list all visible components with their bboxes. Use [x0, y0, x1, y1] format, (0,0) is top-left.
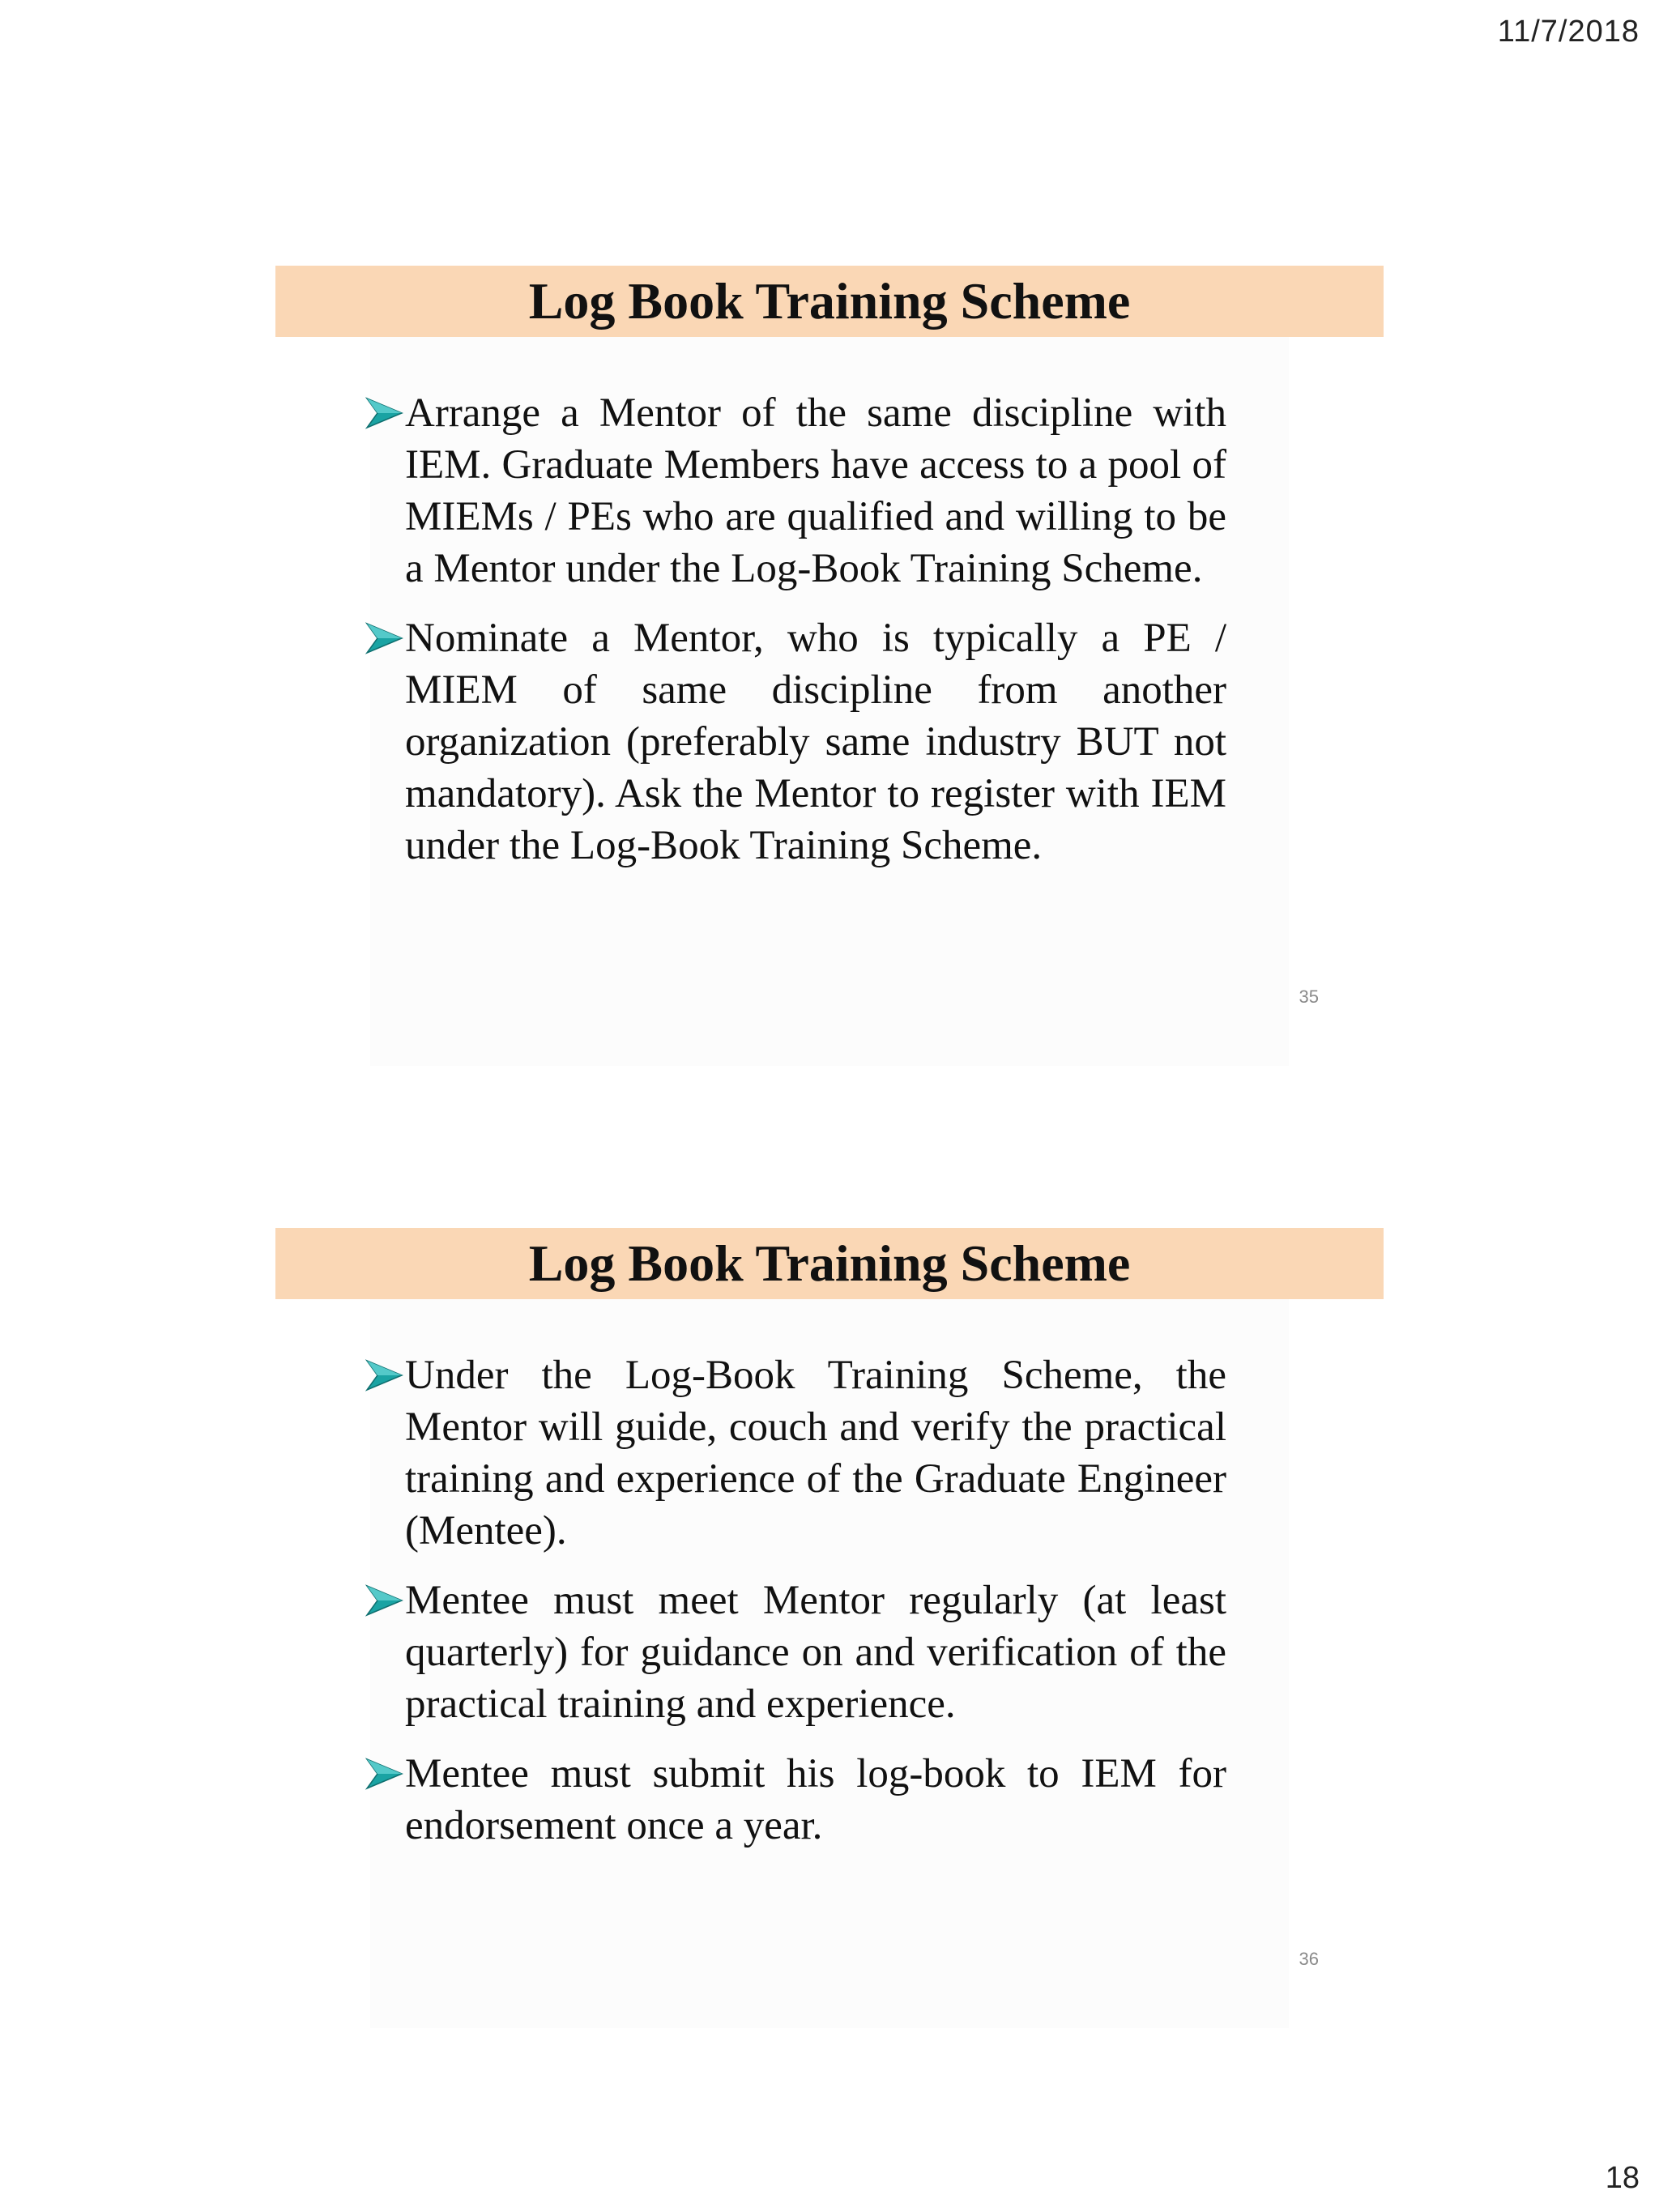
bullet-text: Nominate a Mentor, who is typically a PE / MIEM of same discipline from another organization (preferably same industry BUT not mandatory). Ask the Mentor to register with IEM under the Log-Book Training Scheme. — [405, 616, 1226, 868]
arrow-bullet-icon — [365, 620, 405, 656]
slide-35 — [275, 266, 1384, 1076]
slide-title-bar — [275, 266, 1384, 337]
bullet-item — [365, 1575, 1226, 1730]
bullet-item — [365, 1349, 1226, 1557]
bullet-text: Arrange a Mentor of the same discipline with IEM. Graduate Members have access to a pool of MIEMs / PEs who are qualified and willing to be a Mentor under the Log-Book Training Scheme. — [405, 390, 1226, 591]
arrow-bullet-icon — [365, 1583, 405, 1618]
arrow-bullet-icon — [365, 395, 405, 431]
bullet-list — [365, 387, 1226, 889]
slide-36 — [275, 1228, 1384, 2038]
bullet-item — [365, 612, 1226, 872]
page-date: 11/7/2018 — [1497, 15, 1640, 49]
bullet-item — [365, 1748, 1226, 1852]
slide-number: 35 — [1299, 987, 1319, 1007]
slide-number: 36 — [1299, 1949, 1319, 1969]
bullet-text: Mentee must meet Mentor regularly (at least quarterly) for guidance on and verification of the practical training and experience. — [405, 1578, 1226, 1727]
bullet-item — [365, 387, 1226, 595]
slide-title-bar — [275, 1228, 1384, 1299]
bullet-text: Under the Log-Book Training Scheme, the Mentor will guide, couch and verify the practical training and experience of the Graduate Engineer (Mentee). — [405, 1353, 1226, 1554]
bullet-text: Mentee must submit his log-book to IEM for endorsement once a year. — [405, 1751, 1226, 1848]
slide-title: Log Book Training Scheme — [528, 1234, 1131, 1292]
arrow-bullet-icon — [365, 1357, 405, 1393]
page-number: 18 — [1605, 2161, 1640, 2195]
arrow-bullet-icon — [365, 1756, 405, 1792]
bullet-list — [365, 1349, 1226, 1869]
slide-title: Log Book Training Scheme — [528, 272, 1131, 330]
